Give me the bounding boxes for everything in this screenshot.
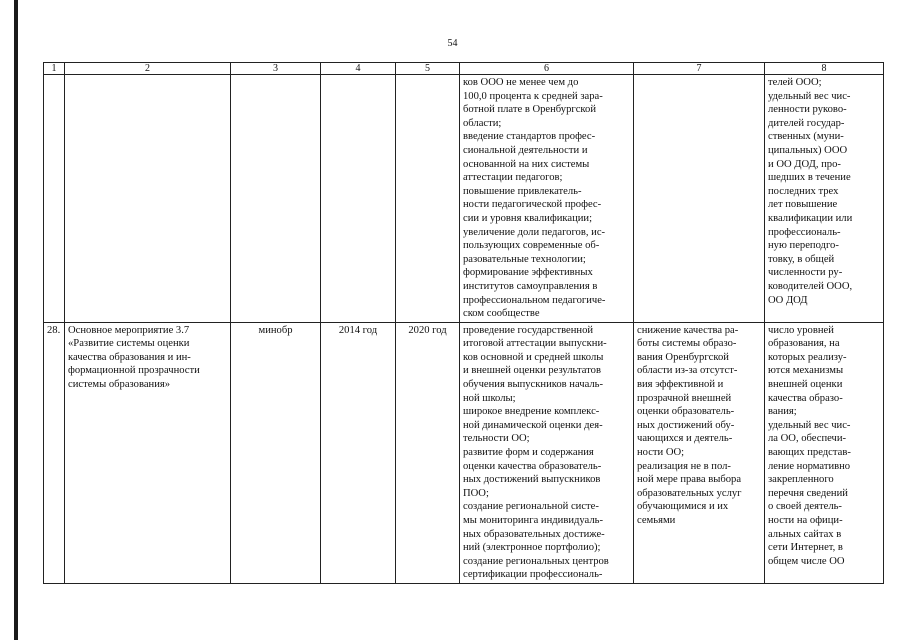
text-line: обучения выпускников началь- <box>463 379 604 391</box>
text-line: ности педагогической профес- <box>463 199 602 211</box>
header-col-4: 4 <box>321 63 396 75</box>
executor <box>231 75 321 323</box>
text-line: широкое внедрение комплекс- <box>463 406 600 418</box>
text-line: ственных (муни- <box>768 131 844 143</box>
header-col-8: 8 <box>765 63 884 75</box>
text-line: ных достижений обу- <box>637 419 735 431</box>
text-line: и внешней оценки результатов <box>463 365 601 377</box>
text-line: пользующих современные об- <box>463 240 600 252</box>
text-line: развитие форм и содержания <box>463 447 594 459</box>
text-line: ности на офици- <box>768 515 843 526</box>
text-line: последних трех <box>768 185 839 197</box>
text-line: и ОО ДОД, про- <box>768 158 841 170</box>
page-number: 54 <box>447 38 458 49</box>
header-col-7: 7 <box>634 63 765 75</box>
text-line: 100,0 процента к средней зара- <box>463 90 603 102</box>
text-line: ных достижений выпускников <box>463 474 601 486</box>
text-line: вающих представ- <box>768 447 851 459</box>
text-line: аттестации педагогов; <box>463 172 563 184</box>
text-line: ной динамической оценки дея- <box>463 419 603 431</box>
text-line: ководителей ООО, <box>768 280 853 292</box>
text-line: о своей деятель- <box>768 501 842 513</box>
text-line: вания Оренбургской <box>637 351 729 363</box>
text-line: численности ру- <box>768 267 843 279</box>
header-col-5: 5 <box>396 63 460 75</box>
text-line: сиональной деятельности и <box>463 144 588 156</box>
text-line: дителей государ- <box>768 117 845 129</box>
text-line: сети Интернет, в <box>768 542 843 554</box>
text-line: качества образования и ин- <box>68 351 191 363</box>
text-line: области; <box>463 117 502 129</box>
header-col-3: 3 <box>231 63 321 75</box>
header-col-6: 6 <box>460 63 634 75</box>
end-year: 2020 год <box>396 322 460 583</box>
text-line: тельности ОО; <box>463 433 530 445</box>
text-line: оценки качества образователь- <box>463 460 602 472</box>
header-row <box>44 63 884 75</box>
text-line: общем числе ОО <box>768 555 845 567</box>
measure-name <box>65 75 231 323</box>
text-line: ОО ДОД <box>768 294 808 306</box>
text-line: создание региональных центров <box>463 555 609 567</box>
text-line: снижение качества ра- <box>637 324 739 336</box>
start-year: 2014 год <box>321 322 396 583</box>
text-line: введение стандартов профес- <box>463 131 596 143</box>
text-line: ском сообществе <box>463 308 540 320</box>
text-line: проведение государственной <box>463 324 594 336</box>
text-line: ботной плате в Оренбургской <box>463 104 596 116</box>
text-line: профессиональ- <box>768 226 841 238</box>
text-line: итоговой аттестации выпускни- <box>463 338 607 350</box>
consequences <box>634 322 765 583</box>
text-line: число уровней <box>768 324 834 336</box>
text-line: перечня сведений <box>768 487 848 499</box>
text-line: ПОО; <box>463 487 489 499</box>
text-line: альных сайтах в <box>768 528 842 540</box>
text-line: ний (электронное портфолио); <box>463 542 601 554</box>
text-line: которых реализу- <box>768 351 847 363</box>
text-line: образовательных услуг <box>637 487 742 499</box>
text-line: обучающимися и их <box>637 501 729 513</box>
text-line: ную переподго- <box>768 240 839 252</box>
header-col-1: 1 <box>44 63 65 75</box>
table-row <box>44 75 884 323</box>
text-line: телей ООО; <box>768 77 822 88</box>
text-line: квалификации или <box>768 212 853 224</box>
expected-results <box>460 322 634 583</box>
text-line: лет повышение <box>768 199 838 211</box>
text-line: ла ОО, обеспечи- <box>768 433 847 445</box>
row-number <box>44 75 65 323</box>
text-line: основанной на них системы <box>463 158 590 170</box>
text-line: ков основной и средней школы <box>463 351 604 363</box>
indicators <box>765 322 884 583</box>
text-line: боты системы образо- <box>637 338 737 350</box>
text-line: реализация не в пол- <box>637 460 731 472</box>
header-col-2: 2 <box>65 63 231 75</box>
measure-name <box>65 322 231 583</box>
text-line: формирование эффективных <box>463 267 593 279</box>
text-line: образования, на <box>768 338 840 350</box>
text-line: увеличение доли педагогов, ис- <box>463 226 606 238</box>
text-line: повышение привлекатель- <box>463 185 582 197</box>
measures-table <box>43 62 884 584</box>
text-line: внешней оценки <box>768 379 843 391</box>
text-line: Основное мероприятие 3.7 <box>68 324 190 336</box>
scan-edge-line <box>14 0 18 640</box>
text-line: товку, в общей <box>768 253 835 265</box>
text-line: шедших в течение <box>768 172 851 184</box>
text-line: ленности руково- <box>768 104 847 116</box>
start-year <box>321 75 396 323</box>
indicators <box>765 75 884 323</box>
text-line: ются механизмы <box>768 365 844 377</box>
text-line: чающихся и деятель- <box>637 433 733 445</box>
text-line: вания; <box>768 406 797 418</box>
text-line: ков ООО не менее чем до <box>463 77 579 88</box>
text-line: ности ОО; <box>637 447 685 459</box>
text-line: институтов самоуправления в <box>463 280 598 292</box>
text-line: «Развитие системы оценки <box>68 338 190 350</box>
text-line: прозрачной внешней <box>637 392 732 404</box>
text-line: сертификации профессиональ- <box>463 569 603 581</box>
text-line: ной школы; <box>463 392 516 404</box>
text-line: профессиональном педагогиче- <box>463 294 606 306</box>
executor: минобр <box>231 322 321 583</box>
text-line: создание региональной систе- <box>463 501 599 513</box>
text-line: ных образовательных достиже- <box>463 528 605 540</box>
text-line: системы образования» <box>68 379 171 391</box>
consequences <box>634 75 765 323</box>
text-line: сии и уровня квалификации; <box>463 212 593 224</box>
text-line: мы мониторинга индивидуаль- <box>463 515 603 526</box>
text-line: удельный вес чис- <box>768 90 851 102</box>
expected-results <box>460 75 634 323</box>
text-line: разовательные технологии; <box>463 253 586 265</box>
text-line: качества образо- <box>768 392 843 404</box>
text-line: удельный вес чис- <box>768 419 851 431</box>
text-line: оценки образователь- <box>637 406 735 418</box>
text-line: семьями <box>637 515 676 526</box>
text-line: ной мере права выбора <box>637 474 742 486</box>
end-year <box>396 75 460 323</box>
text-line: ление нормативно <box>768 460 851 472</box>
text-line: закрепленного <box>768 474 834 486</box>
table-row <box>44 322 884 583</box>
row-number: 28. <box>44 322 65 583</box>
text-line: области из-за отсутст- <box>637 365 738 377</box>
text-line: вия эффективной и <box>637 379 724 391</box>
text-line: формационной прозрачности <box>68 365 200 377</box>
text-line: ципальных) ООО <box>768 144 848 156</box>
